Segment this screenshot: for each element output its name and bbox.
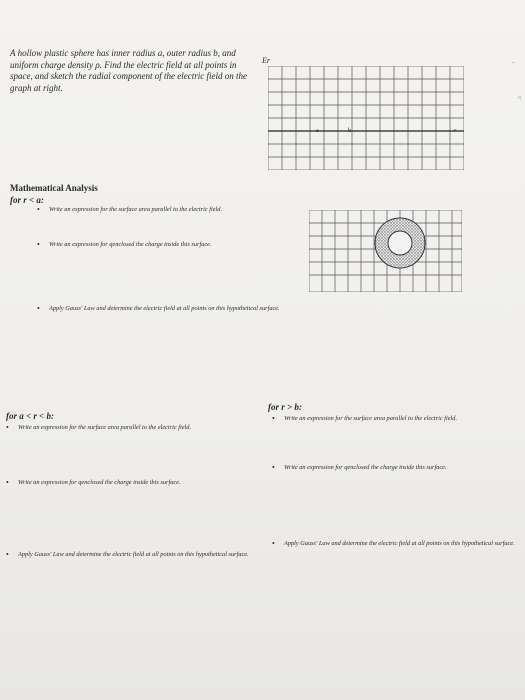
heading-a-less-r-less-b: for a < r < b: — [6, 411, 55, 421]
list-item-text: Write an expression for qenclosed the charge inside this surface. — [284, 464, 447, 471]
list-item-text: Write an expression for qenclosed the charge inside this surface. — [18, 479, 181, 486]
bullet-icon: • — [272, 414, 275, 423]
list-item — [37, 305, 367, 312]
list-item — [6, 479, 261, 486]
graph-x-label-r: r — [454, 128, 457, 134]
bullet-icon: • — [272, 539, 275, 548]
bullet-icon: • — [37, 240, 40, 249]
list-item-text: Write an expression for qenclosed the charge inside this surface. — [49, 241, 212, 248]
list-item-text: Apply Gauss' Law and determine the electric field at all points on this hypothetical surface. — [284, 540, 515, 547]
page-edge-mark-2: r( — [518, 96, 522, 101]
heading-r-less-a: for r < a: — [10, 195, 44, 205]
bullet-icon: • — [6, 550, 9, 559]
bullet-icon: • — [37, 205, 40, 214]
list-item-text: Apply Gauss' Law and determine the electric field at all points on this hypothetical surface. — [49, 305, 280, 312]
graph-x-label-b: b — [348, 128, 351, 134]
bullet-icon: • — [272, 463, 275, 472]
list-item — [272, 415, 517, 422]
list-item-text: Write an expression for the surface area parallel to the electric field. — [284, 415, 458, 422]
heading-r-greater-b: for r > b: — [268, 402, 302, 412]
section-title: Mathematical Analysis — [10, 183, 98, 193]
list-item — [272, 540, 517, 547]
list-item — [6, 551, 264, 558]
list-item — [37, 241, 297, 248]
page-edge-mark: - — [512, 58, 515, 66]
sphere-cross-section-diagram — [309, 210, 462, 292]
list-item-text: Apply Gauss' Law and determine the electric field at all points on this hypothetical surface. — [18, 551, 249, 558]
graph-y-axis-label: Er — [262, 56, 270, 65]
list-item — [6, 424, 261, 431]
list-item — [272, 464, 517, 471]
problem-statement: A hollow plastic sphere has inner radius a, outer radius b, and uniform charge density ρ. Find the electric field at all points in space, and sketch the radial component of the electric field on the graph at right. — [10, 48, 247, 93]
graph-x-label-a: a — [316, 128, 319, 134]
list-item-text: Write an expression for the surface area parallel to the electric field. — [49, 206, 223, 213]
list-item — [37, 206, 297, 213]
list-item-text: Write an expression for the surface area parallel to the electric field. — [18, 424, 192, 431]
bullet-icon: • — [6, 478, 9, 487]
electric-field-graph-grid — [268, 66, 464, 170]
bullet-icon: • — [6, 423, 9, 432]
bullet-icon: • — [37, 304, 40, 313]
